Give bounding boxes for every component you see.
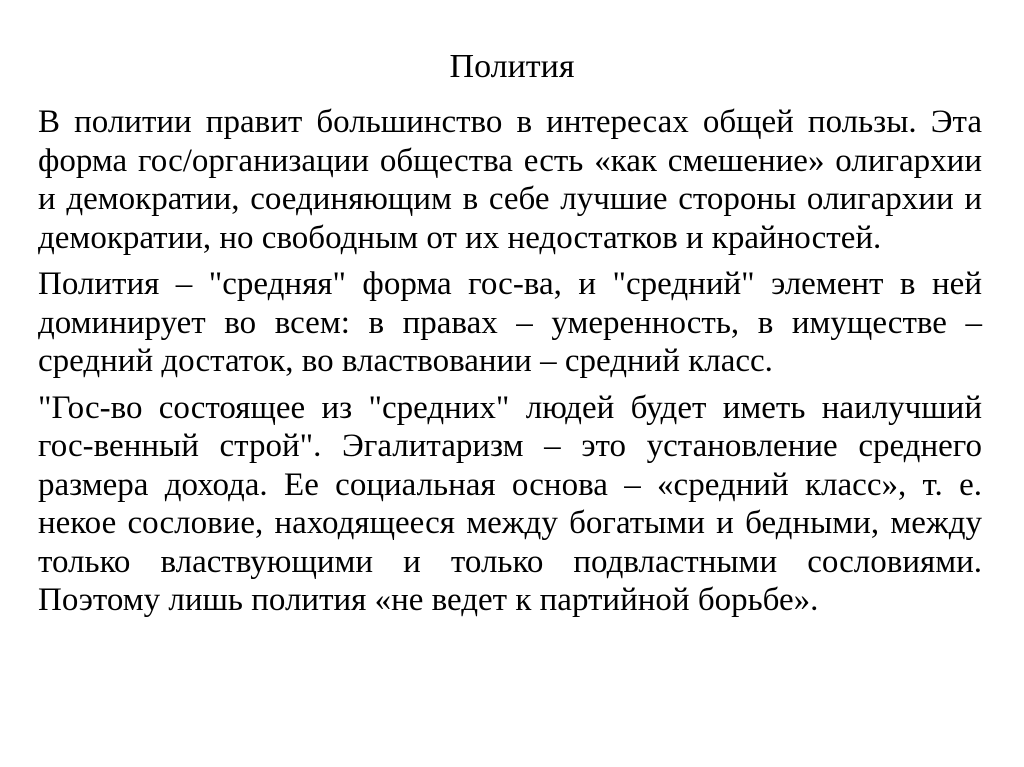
paragraph-3: "Гос-во состоящее из "средних" людей будет иметь наилучший гос-венный строй". Эгалитаризм – это установление среднего размера дохода. Ее социальная основа – «средний класс», т. е. некое сословие, находящееся между богатыми и бедными, между только властвующими и только подвластными сословиями. Поэтому лишь полития «не ведет к партийной борьбе». [38,389,982,618]
slide-body [38,103,982,628]
slide-title: Полития [449,48,575,85]
paragraph-1: В политии правит большинство в интересах общей пользы. Эта форма гос/организации общества есть «как смешение» олигархии и демократии, соединяющим в себе лучшие стороны олигархии и демократии, но свободным от их недостатков и крайностей. [38,104,982,256]
paragraph-2: Полития – "средняя" форма гос-ва, и "средний" элемент в ней доминирует во всем: в правах – умеренность, в имуществе – средний достаток, во властвовании – средний класс. [38,266,982,379]
